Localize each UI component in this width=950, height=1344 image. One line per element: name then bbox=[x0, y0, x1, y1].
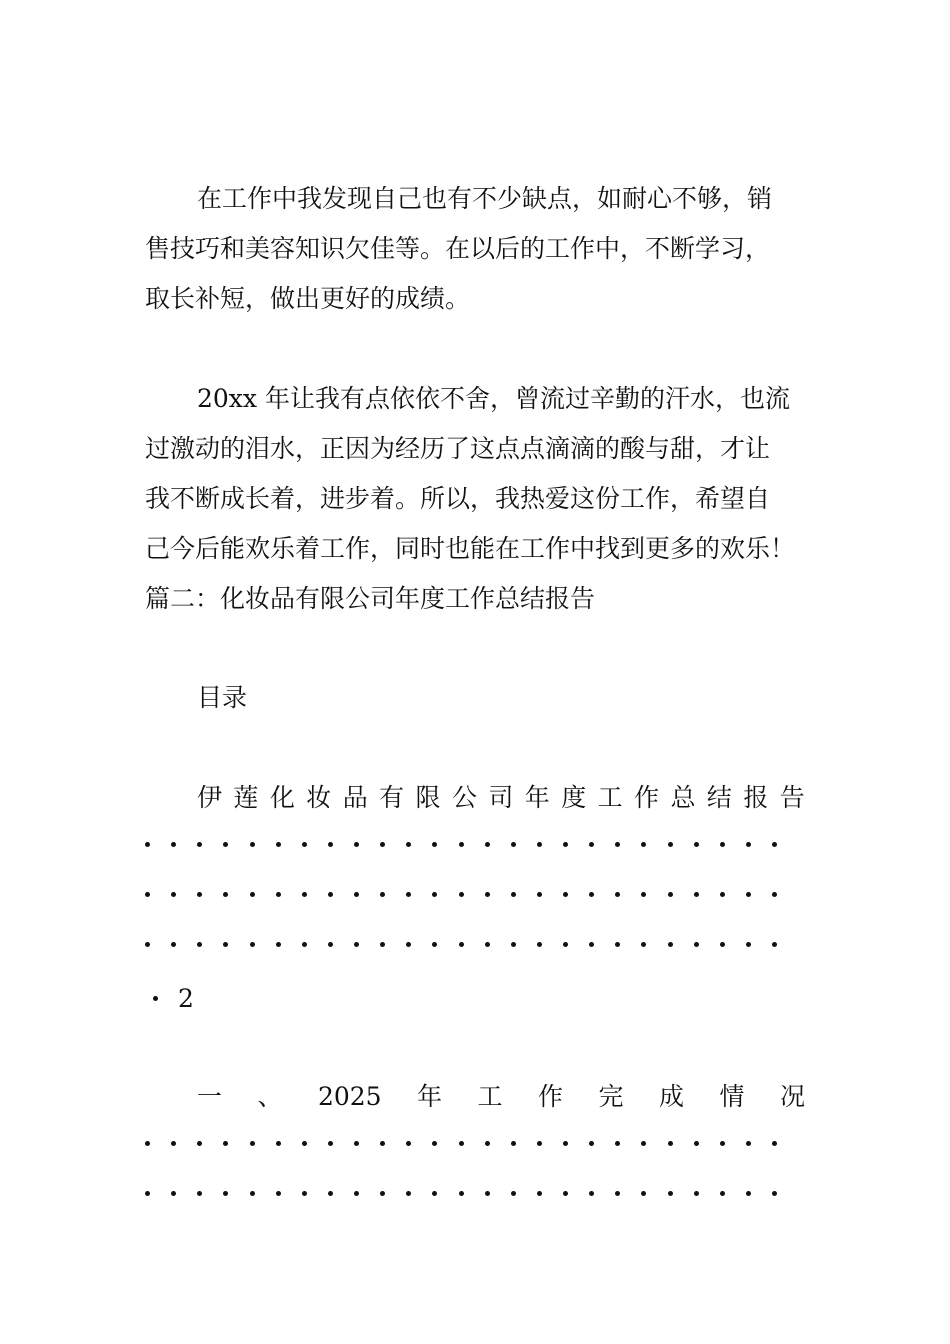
toc-leader-dot bbox=[380, 1191, 385, 1196]
toc-entry-1-page-number: 2 bbox=[178, 983, 194, 1013]
toc-leader-dot bbox=[772, 942, 777, 947]
toc-leader-dot bbox=[485, 892, 490, 897]
toc-leader-dot bbox=[406, 942, 411, 947]
toc-leader-dots bbox=[145, 1178, 777, 1208]
toc-leader-dot bbox=[432, 892, 437, 897]
toc-leader-dot bbox=[459, 1141, 464, 1146]
toc-leader-dot bbox=[511, 842, 516, 847]
toc-leader-dot bbox=[171, 892, 176, 897]
toc-leader-dot bbox=[328, 1191, 333, 1196]
toc-leader-dot bbox=[459, 892, 464, 897]
toc-leader-dot bbox=[668, 1191, 673, 1196]
toc-leader-dot bbox=[668, 1141, 673, 1146]
toc-leader-dot bbox=[145, 1191, 150, 1196]
toc-leader-dot bbox=[694, 1141, 699, 1146]
toc-leader-dot bbox=[459, 842, 464, 847]
toc-leader-dot bbox=[171, 842, 176, 847]
toc-leader-dot bbox=[485, 1191, 490, 1196]
toc-leader-dot bbox=[197, 1191, 202, 1196]
toc-leader-dot bbox=[563, 1141, 568, 1146]
toc-leader-dot bbox=[459, 942, 464, 947]
toc-leader-dot bbox=[328, 842, 333, 847]
toc-entry-1-char: 化 bbox=[269, 783, 295, 812]
toc-leader-dot bbox=[250, 942, 255, 947]
toc-entry-2-char: 作 bbox=[538, 1082, 564, 1111]
toc-leader-dot bbox=[485, 942, 490, 947]
toc-leader-dot bbox=[746, 892, 751, 897]
toc-entry-2-char: 2025 bbox=[317, 1082, 382, 1111]
toc-entry-2-char: 、 bbox=[257, 1082, 283, 1111]
toc-leader-dot bbox=[485, 1141, 490, 1146]
toc-leader-dot bbox=[354, 1141, 359, 1146]
paragraph2-line-1: 20xx 年让我有点依依不舍，曾流过辛勤的汗水，也流 bbox=[197, 384, 790, 413]
toc-leader-dot bbox=[302, 1141, 307, 1146]
toc-entry-1-char: 公 bbox=[451, 783, 477, 812]
toc-leader-dot bbox=[537, 892, 542, 897]
toc-entry-2-char: 工 bbox=[477, 1082, 503, 1111]
toc-leader-dot bbox=[328, 1141, 333, 1146]
toc-entry-1-char: 司 bbox=[488, 783, 514, 812]
toc-leader-dot bbox=[171, 1191, 176, 1196]
paragraph1-line-1: 在工作中我发现自己也有不少缺点，如耐心不够，销 bbox=[197, 184, 773, 213]
toc-leader-dot bbox=[250, 842, 255, 847]
toc-leader-dot bbox=[511, 892, 516, 897]
toc-leader-dot bbox=[223, 842, 228, 847]
toc-leader-dot bbox=[615, 942, 620, 947]
toc-leader-dot bbox=[511, 1191, 516, 1196]
toc-leader-dot bbox=[537, 1141, 542, 1146]
toc-leader-dot bbox=[720, 892, 725, 897]
toc-entry-1-char: 伊 bbox=[197, 783, 223, 812]
toc-entry-2-char: 年 bbox=[417, 1082, 443, 1111]
toc-leader-dot bbox=[563, 1191, 568, 1196]
toc-leader-dot bbox=[354, 892, 359, 897]
toc-leader-dot bbox=[406, 1141, 411, 1146]
toc-entry-1-char: 品 bbox=[342, 783, 368, 812]
toc-entry-2-char: 完 bbox=[598, 1082, 624, 1111]
toc-leader-dot bbox=[406, 842, 411, 847]
toc-entry-1-char: 度 bbox=[561, 783, 587, 812]
toc-leader-dot bbox=[380, 892, 385, 897]
toc-entry-1-char: 年 bbox=[524, 783, 550, 812]
toc-leader-dot bbox=[772, 1191, 777, 1196]
toc-leader-dot bbox=[223, 942, 228, 947]
toc-leader-dot bbox=[302, 842, 307, 847]
toc-leader-dot bbox=[537, 1191, 542, 1196]
toc-entry-1-char: 作 bbox=[634, 783, 660, 812]
toc-leader-dot bbox=[302, 892, 307, 897]
paragraph2-line-3: 我不断成长着，进步着。所以，我热爱这份工作，希望自 bbox=[145, 484, 771, 513]
toc-leader-dot bbox=[694, 1191, 699, 1196]
toc-entry-1-char: 限 bbox=[415, 783, 441, 812]
toc-leader-dot bbox=[380, 1141, 385, 1146]
toc-leader-dot bbox=[641, 942, 646, 947]
toc-leader-dot bbox=[694, 942, 699, 947]
toc-leader-dot bbox=[615, 892, 620, 897]
toc-leader-dots bbox=[145, 829, 777, 859]
toc-leader-dot bbox=[223, 1141, 228, 1146]
section-heading: 篇二：化妆品有限公司年度工作总结报告 bbox=[145, 584, 596, 613]
toc-leader-dot bbox=[746, 842, 751, 847]
paragraph1-line-3: 取长补短，做出更好的成绩。 bbox=[145, 284, 471, 313]
toc-leader-dot bbox=[276, 892, 281, 897]
toc-leader-dot bbox=[772, 842, 777, 847]
toc-leader-dot bbox=[589, 842, 594, 847]
toc-leader-dot bbox=[537, 942, 542, 947]
toc-leader-dot bbox=[563, 942, 568, 947]
toc-leader-dot bbox=[328, 892, 333, 897]
toc-leader-dot bbox=[380, 942, 385, 947]
toc-leader-dot bbox=[171, 942, 176, 947]
toc-leader-dot bbox=[746, 1191, 751, 1196]
toc-entry-1-char: 工 bbox=[597, 783, 623, 812]
paragraph1-line-2: 售技巧和美容知识欠佳等。在以后的工作中，不断学习， bbox=[145, 234, 771, 263]
toc-title: 目录 bbox=[197, 683, 248, 712]
toc-leader-dot bbox=[615, 1191, 620, 1196]
toc-leader-dot bbox=[354, 842, 359, 847]
toc-leader-dot bbox=[668, 842, 673, 847]
toc-leader-dot bbox=[302, 942, 307, 947]
toc-leader-dot bbox=[459, 1191, 464, 1196]
toc-leader-dot bbox=[615, 1141, 620, 1146]
toc-entry-2-char: 况 bbox=[779, 1082, 805, 1111]
toc-leader-dot bbox=[563, 892, 568, 897]
toc-leader-dot bbox=[746, 942, 751, 947]
toc-leader-dot bbox=[145, 892, 150, 897]
toc-entry-1-char: 妆 bbox=[306, 783, 332, 812]
toc-leader-dot bbox=[432, 1191, 437, 1196]
toc-leader-dot bbox=[432, 942, 437, 947]
toc-leader-dot bbox=[276, 942, 281, 947]
toc-leader-dot bbox=[223, 892, 228, 897]
toc-leader-dot bbox=[641, 1141, 646, 1146]
toc-leader-dots bbox=[145, 929, 777, 959]
toc-leader-dot bbox=[406, 1191, 411, 1196]
toc-leader-dot bbox=[197, 892, 202, 897]
toc-entry-1-char: 莲 bbox=[233, 783, 259, 812]
toc-leader-dot bbox=[668, 942, 673, 947]
paragraph2-line-2: 过激动的泪水，正因为经历了这点点滴滴的酸与甜，才让 bbox=[145, 434, 771, 463]
toc-leader-dot bbox=[615, 842, 620, 847]
toc-leader-dot bbox=[668, 892, 673, 897]
toc-entry-1-char: 报 bbox=[743, 783, 769, 812]
toc-leader-dot bbox=[641, 842, 646, 847]
toc-leader-dot bbox=[772, 892, 777, 897]
toc-leader-dot bbox=[145, 942, 150, 947]
toc-leader-dot bbox=[589, 1141, 594, 1146]
toc-leader-dot bbox=[250, 892, 255, 897]
toc-leader-dot bbox=[641, 892, 646, 897]
toc-leader-dot bbox=[380, 842, 385, 847]
toc-leader-dot bbox=[720, 842, 725, 847]
paragraph2-line-4: 己今后能欢乐着工作，同时也能在工作中找到更多的欢乐！ bbox=[145, 534, 796, 563]
toc-leader-dot bbox=[197, 942, 202, 947]
toc-leader-dot bbox=[563, 842, 568, 847]
toc-leader-dot bbox=[772, 1141, 777, 1146]
toc-leader-dot bbox=[746, 1141, 751, 1146]
toc-leader-dot bbox=[537, 842, 542, 847]
toc-leader-dot bbox=[302, 1191, 307, 1196]
toc-leader-dot bbox=[432, 1141, 437, 1146]
toc-entry-1-page-row bbox=[145, 983, 194, 1013]
toc-leader-dot bbox=[145, 1141, 150, 1146]
toc-leader-dot bbox=[511, 942, 516, 947]
toc-leader-dot bbox=[511, 1141, 516, 1146]
toc-leader-dot bbox=[720, 942, 725, 947]
toc-leader-dot bbox=[276, 1141, 281, 1146]
toc-leader-dot bbox=[720, 1141, 725, 1146]
toc-leader-dot bbox=[432, 842, 437, 847]
toc-entry-1-title[interactable] bbox=[197, 783, 805, 813]
toc-leader-dot bbox=[354, 1191, 359, 1196]
toc-leader-dot bbox=[589, 942, 594, 947]
toc-leader-dot bbox=[250, 1191, 255, 1196]
toc-leader-dots bbox=[145, 1128, 777, 1158]
toc-entry-2-title[interactable] bbox=[197, 1082, 805, 1112]
toc-leader-dot bbox=[276, 842, 281, 847]
toc-leader-dot bbox=[197, 842, 202, 847]
toc-entry-1-char: 告 bbox=[779, 783, 805, 812]
toc-leader-dot bbox=[276, 1191, 281, 1196]
toc-leader-dot bbox=[223, 1191, 228, 1196]
toc-leader-dot bbox=[197, 1141, 202, 1146]
toc-leader-dot bbox=[485, 842, 490, 847]
toc-leader-dot bbox=[589, 1191, 594, 1196]
toc-leader-dot bbox=[641, 1191, 646, 1196]
toc-leader-dot bbox=[171, 1141, 176, 1146]
toc-leader-dot bbox=[354, 942, 359, 947]
toc-leader-dot bbox=[153, 996, 158, 1001]
toc-entry-1-char: 结 bbox=[706, 783, 732, 812]
toc-leader-dot bbox=[589, 892, 594, 897]
toc-entry-1-char: 总 bbox=[670, 783, 696, 812]
toc-leader-dot bbox=[694, 842, 699, 847]
toc-leader-dot bbox=[694, 892, 699, 897]
toc-entry-2-char: 成 bbox=[659, 1082, 685, 1111]
toc-leader-dot bbox=[406, 892, 411, 897]
toc-leader-dot bbox=[720, 1191, 725, 1196]
toc-leader-dot bbox=[145, 842, 150, 847]
toc-entry-2-char: 一 bbox=[197, 1082, 223, 1111]
toc-entry-2-char: 情 bbox=[719, 1082, 745, 1111]
toc-leader-dots bbox=[145, 879, 777, 909]
toc-entry-1-char: 有 bbox=[379, 783, 405, 812]
toc-leader-dot bbox=[250, 1141, 255, 1146]
toc-leader-dot bbox=[328, 942, 333, 947]
